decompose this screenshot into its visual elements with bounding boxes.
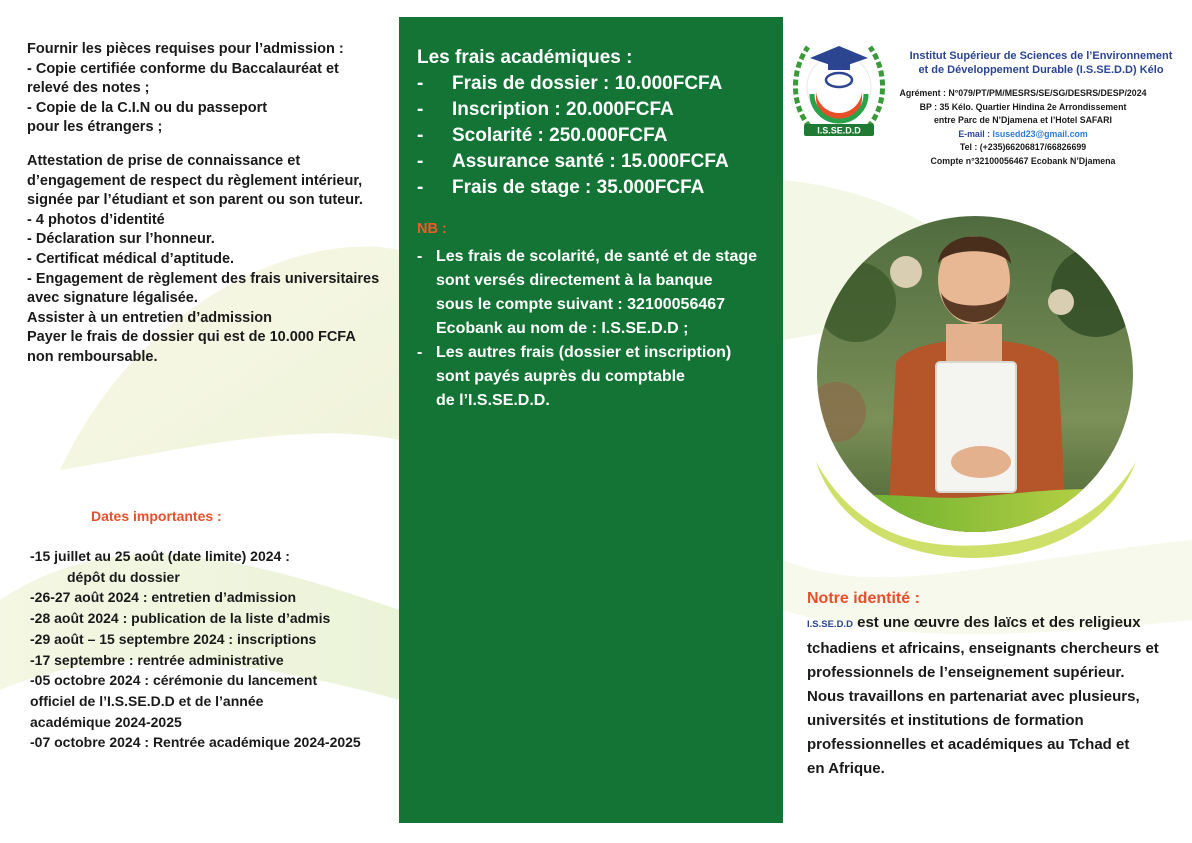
agrement: Agrément : N°079/PT/PM/MESRS/SE/SG/DESRS/DESP/2024: [899, 88, 1147, 98]
identity-line: Nous travaillons en partenariat avec plusieurs,: [807, 688, 1140, 705]
fee-item: - Frais de stage : 35.000FCFA: [417, 177, 705, 198]
identity-line: tchadiens et africains, enseignants chercheurs et: [807, 640, 1159, 657]
fee-item: - Inscription : 20.000FCFA: [417, 99, 674, 120]
admission-line: - Certificat médical d’aptitude.: [27, 250, 235, 267]
date-line: -17 septembre : rentrée administrative: [30, 651, 284, 668]
nb-title: NB :: [417, 221, 447, 237]
identity-line: I.S.SE.D.D est une œuvre des laïcs et des religieux: [807, 614, 1141, 631]
fees-panel: [399, 17, 783, 823]
date-line: -15 juillet au 25 août (date limite) 2024 :: [30, 548, 290, 564]
admission-requirements: [27, 40, 407, 368]
admission-line: pour les étrangers ;: [27, 119, 163, 136]
admission-line: - Copie certifiée conforme du Baccalauréat et: [27, 60, 339, 77]
bank-account: Compte n°32100056467 Ecobank N’Djamena: [930, 155, 1116, 166]
admission-line: signée par l’étudiant et son parent ou son tuteur.: [27, 192, 363, 209]
email-link[interactable]: Isusedd23@gmail.com: [992, 128, 1088, 139]
admission-line: relevé des notes ;: [27, 80, 150, 97]
date-line: -28 août 2024 : publication de la liste d’admis: [30, 610, 331, 627]
fee-item: - Scolarité : 250.000FCFA: [417, 125, 668, 146]
admission-line: - Déclaration sur l’honneur.: [27, 231, 215, 248]
important-dates: [30, 546, 400, 753]
institute-name: Institut Supérieur de Sciences de l’Environnement et de Développement Durable (I.S.SE.D.D) Kélo: [909, 50, 1173, 76]
date-line: -07 octobre 2024 : Rentrée académique 2024-2025: [30, 734, 361, 751]
admission-line: d’engagement de respect du règlement intérieur,: [27, 172, 363, 189]
date-line: officiel de l’I.S.SE.D.D et de l’année: [30, 692, 264, 709]
institute-contact: [895, 87, 1151, 169]
address: entre Parc de N’Djamena et l’Hotel SAFARI: [934, 115, 1112, 126]
telephone: Tel : (+235)66206817/66826699: [959, 142, 1087, 153]
address: BP : 35 Kélo. Quartier Hindina 2e Arrondissement: [919, 101, 1127, 112]
admission-line: Payer le frais de dossier qui est de 10.000 FCFA: [27, 329, 356, 346]
date-line: dépôt du dossier: [67, 568, 180, 585]
email-line: E-mail : Isusedd23@gmail.com: [958, 128, 1088, 139]
admission-line: Fournir les pièces requises pour l’admission :: [27, 41, 344, 57]
identity-title: Notre identité :: [807, 590, 920, 607]
institute-logo: [790, 32, 888, 142]
date-line: -05 octobre 2024 : cérémonie du lancement: [30, 672, 318, 689]
brand-name: I.S.SE.D.D: [807, 619, 853, 630]
nb-item: - Les frais de scolarité, de santé et de stage sont versés directement à la banque sous le compte suivant : 32100056467 Ecobank au nom de : I.S.SE.D.D ;: [417, 248, 758, 337]
identity-line: professionnelles et académiques au Tchad et: [807, 736, 1130, 753]
identity-line: en Afrique.: [807, 760, 885, 777]
admission-line: avec signature légalisée.: [27, 290, 198, 307]
identity-line: universités et institutions de formation: [807, 712, 1084, 729]
fee-item: - Assurance santé : 15.000FCFA: [417, 151, 729, 172]
admission-line: - Copie de la C.I.N ou du passeport: [27, 99, 268, 116]
logo-text: I.S.SE.D.D: [817, 125, 861, 136]
nb-item: - Les autres frais (dossier et inscription) sont payés auprès du comptable de l’I.S.SE.D.D.: [417, 344, 732, 409]
fees-list: [417, 71, 777, 201]
admission-line: - 4 photos d’identité: [27, 211, 165, 228]
admission-line: - Engagement de règlement des frais universitaires: [27, 270, 380, 287]
dates-title: Dates importantes :: [91, 508, 222, 524]
date-line: académique 2024-2025: [30, 713, 182, 730]
fee-item: - Frais de dossier : 10.000FCFA: [417, 73, 723, 94]
fees-title: Les frais académiques :: [417, 47, 633, 68]
admission-line: non remboursable.: [27, 348, 158, 365]
date-line: -29 août – 15 septembre 2024 : inscriptions: [30, 630, 317, 647]
identity-line: professionnels de l’enseignement supérieur.: [807, 664, 1125, 681]
admission-line: Attestation de prise de connaissance et: [27, 152, 301, 169]
date-line: -26-27 août 2024 : entretien d’admission: [30, 589, 297, 606]
admission-line: Assister à un entretien d’admission: [27, 309, 272, 326]
nb-notes: [417, 245, 777, 413]
identity-text: [807, 611, 1177, 781]
student-photo: [796, 212, 1154, 558]
